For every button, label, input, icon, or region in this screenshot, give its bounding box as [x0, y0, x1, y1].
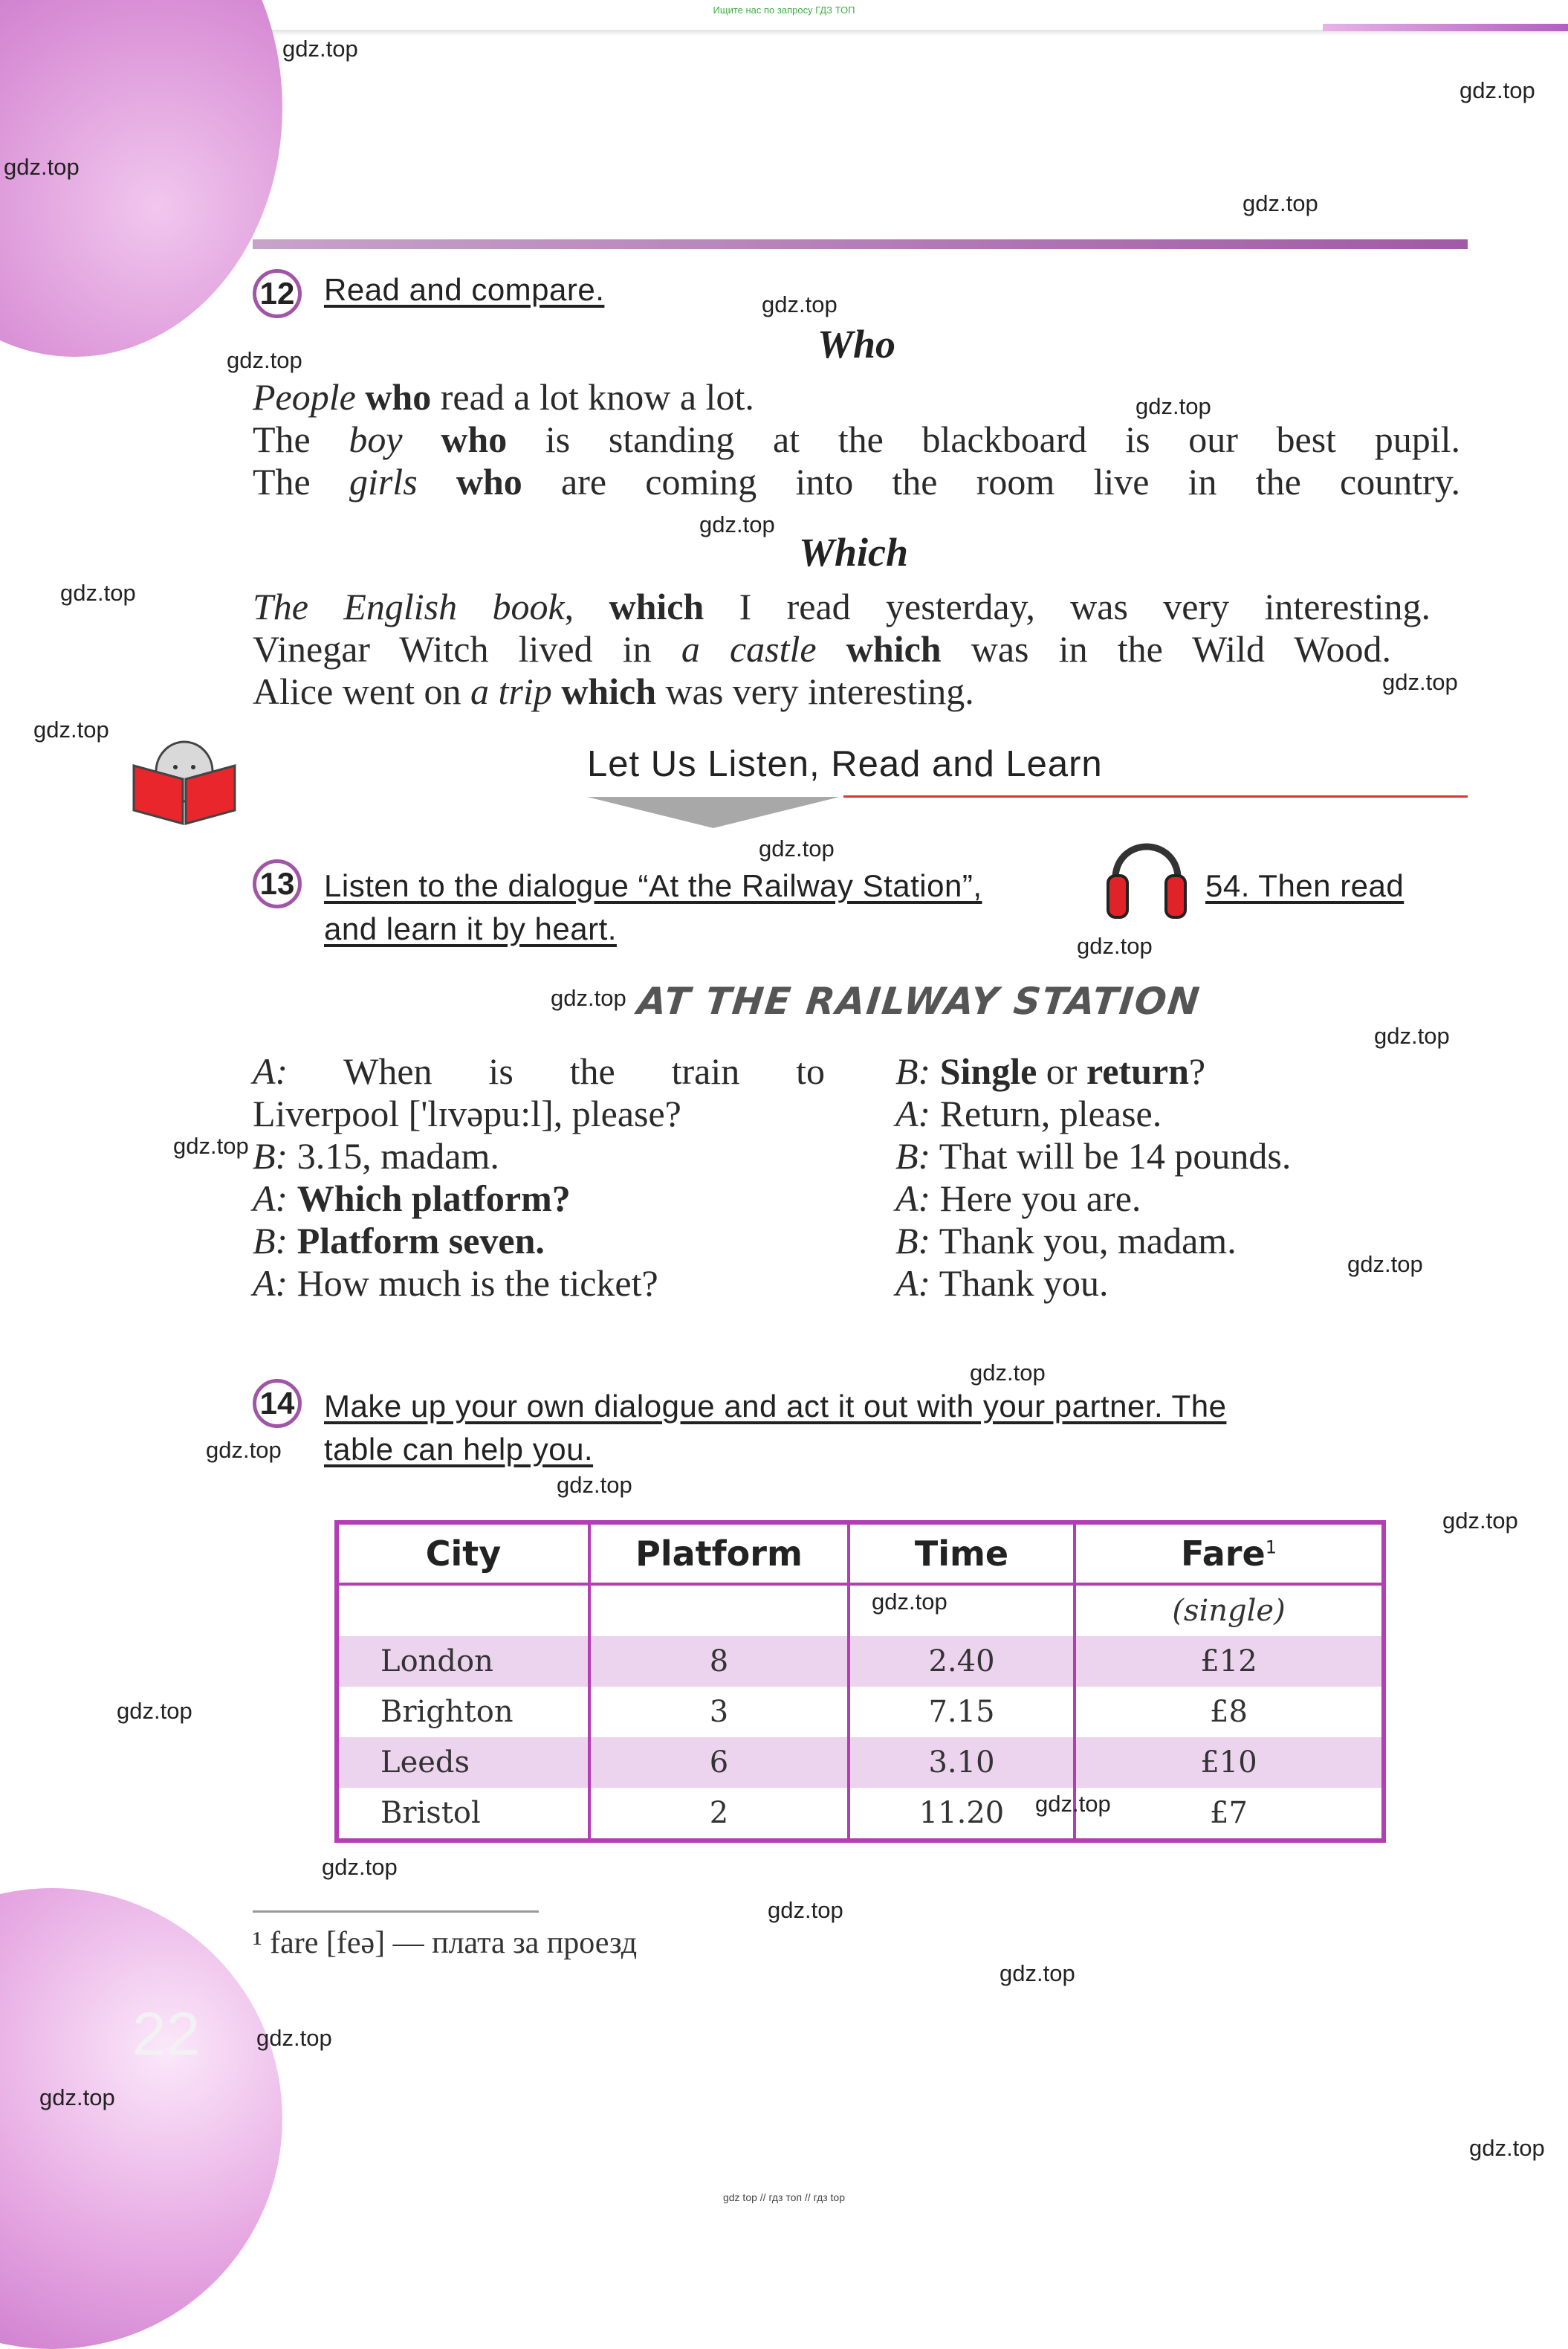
top-bar-text: Ищите нас по запросу ГДЗ ТОП: [713, 4, 855, 16]
exercise-14-instruction-line1: Make up your own dialogue and act it out with your partner. The: [324, 1389, 1227, 1424]
watermark: gdz.top: [39, 2084, 115, 2110]
fare-table: [334, 1520, 1386, 1843]
exercise-13-instruction-line2: and learn it by heart.: [324, 911, 617, 946]
footnote: ¹ fare [feə] — плата за проезд: [253, 1926, 638, 1960]
watermark: gdz.top: [117, 1698, 192, 1724]
text-run: A:: [895, 1093, 931, 1134]
watermark: gdz.top: [1382, 669, 1458, 695]
text-run: which: [561, 671, 657, 712]
text-run: B:: [253, 1220, 288, 1261]
watermark: gdz.top: [759, 836, 835, 862]
column-header-platform: Platform: [589, 1522, 849, 1584]
text-run: a castle: [681, 628, 817, 670]
text-run: Return, please.: [930, 1093, 1162, 1134]
watermark: gdz.top: [1469, 2135, 1545, 2161]
text-run: Vinegar Witch lived in: [253, 628, 681, 670]
text-run: read a lot know a lot.: [431, 376, 754, 418]
watermark: gdz.top: [970, 1360, 1046, 1386]
table-cell: 2: [589, 1788, 849, 1841]
text-run: ,: [564, 586, 609, 627]
text-run: The: [253, 461, 349, 503]
watermark: gdz.top: [206, 1437, 282, 1463]
page-number: 22: [132, 2000, 201, 2068]
text-run: The: [253, 419, 349, 460]
header-rule: [253, 239, 1468, 249]
table-row: [337, 1636, 1384, 1687]
who-examples: [253, 375, 1460, 503]
table-header-row: [337, 1522, 1384, 1584]
exercise-13-instruction-part2: 54. Then read: [1205, 868, 1405, 903]
text-run: return: [1086, 1050, 1189, 1092]
exercise-13-instruction-part1: Listen to the dialogue “At the Railway Station”,: [324, 868, 982, 903]
text-run: A:: [895, 1177, 931, 1219]
column-header-time: Time: [849, 1522, 1075, 1584]
watermark: gdz.top: [762, 291, 838, 317]
text-run: A:: [253, 1262, 288, 1304]
text-run: A:: [253, 1177, 288, 1219]
text-run: B:: [253, 1135, 288, 1177]
text-run: B:: [895, 1135, 931, 1177]
text-run: How much is the ticket?: [288, 1262, 658, 1304]
watermark: gdz.top: [1374, 1023, 1450, 1049]
watermark: gdz.top: [1035, 1791, 1111, 1817]
bottom-credit: gdz top // гдз топ // гдз top: [722, 2191, 846, 2203]
top-bar-accent: [1323, 24, 1568, 31]
text-run: [288, 1177, 297, 1219]
watermark: gdz.top: [551, 985, 626, 1011]
watermark: gdz.top: [322, 1854, 398, 1880]
text-run: B:: [895, 1220, 931, 1261]
text-run: [288, 1220, 297, 1261]
text-run: [930, 1050, 940, 1092]
table-cell: London: [337, 1636, 589, 1687]
text-run: [418, 461, 456, 503]
dialogue-line: [253, 1177, 825, 1219]
watermark: gdz.top: [768, 1897, 843, 1923]
dialogue-line: [895, 1177, 1445, 1219]
footnote-rule: [253, 1910, 539, 1913]
who-line-3: [253, 460, 1460, 503]
dialogue-line: [895, 1092, 1445, 1134]
section-rule: [843, 795, 1468, 798]
text-run: A:: [253, 1050, 288, 1092]
text-run: was very interesting.: [656, 671, 974, 712]
which-line-3: [253, 670, 1431, 712]
watermark: gdz.top: [1000, 1960, 1075, 1986]
text-run: a trip: [470, 671, 552, 712]
watermark: gdz.top: [173, 1133, 249, 1159]
reading-book-icon: [132, 736, 236, 833]
text-run: Thank you, madam.: [930, 1220, 1237, 1261]
table-cell: £7: [1075, 1788, 1384, 1841]
exercise-14-badge: 14: [253, 1379, 302, 1428]
text-run: which: [609, 586, 704, 627]
text-run: When is the train to: [288, 1050, 825, 1092]
watermark: gdz.top: [699, 511, 775, 537]
table-cell: 8: [589, 1636, 849, 1687]
exercise-13-badge: 13: [253, 859, 302, 908]
text-run: is standing at the blackboard is our best pupil.: [507, 419, 1461, 460]
text-run: B:: [895, 1050, 931, 1092]
which-line-2: [253, 627, 1391, 670]
which-heading: Which: [799, 530, 909, 575]
text-run: who: [365, 376, 432, 418]
watermark: gdz.top: [227, 347, 302, 373]
watermark: gdz.top: [1135, 393, 1211, 419]
exercise-14-instruction-line2: table can help you.: [324, 1432, 594, 1467]
table-cell: Bristol: [337, 1788, 589, 1841]
table-cell: 6: [589, 1737, 849, 1788]
headphones-icon[interactable]: [1105, 827, 1188, 924]
table-cell: 3: [589, 1687, 849, 1737]
fare-header-text: Fare: [1181, 1534, 1266, 1574]
text-run: was in the Wild Wood.: [941, 628, 1391, 670]
watermark: gdz.top: [1077, 933, 1153, 959]
text-run: I read yesterday, was very interesting.: [704, 586, 1431, 627]
table-cell: 11.20: [849, 1788, 1075, 1841]
table-subheader-row: [337, 1584, 1384, 1636]
text-run: Single: [939, 1050, 1037, 1092]
text-run: boy: [349, 419, 403, 460]
text-run: who: [456, 461, 522, 503]
watermark: gdz.top: [60, 580, 136, 606]
table-cell: £8: [1075, 1687, 1384, 1737]
watermark: gdz.top: [33, 717, 109, 743]
section-title: Let Us Listen, Read and Learn: [587, 744, 1103, 784]
column-header-city: City: [337, 1522, 589, 1584]
text-run: 3.15, madam.: [288, 1135, 499, 1177]
text-run: girls: [349, 461, 418, 503]
watermark: gdz.top: [557, 1472, 632, 1498]
table-cell: £10: [1075, 1737, 1384, 1788]
table-cell: 2.40: [849, 1636, 1075, 1687]
text-run: Liverpool ['lɪvəpu:l], please?: [253, 1093, 681, 1134]
text-run: Thank you.: [930, 1262, 1109, 1304]
watermark: gdz.top: [256, 2025, 332, 2051]
table-cell: 7.15: [849, 1687, 1075, 1737]
table-row: [337, 1788, 1384, 1841]
watermark: gdz.top: [1460, 77, 1535, 103]
column-header-fare: [1075, 1522, 1384, 1584]
dialogue-left-column: [253, 1050, 825, 1304]
who-line-1: [253, 375, 1460, 418]
dialogue-line: [895, 1050, 1445, 1092]
text-run: Which platform?: [297, 1177, 571, 1219]
corner-decoration-bottom: [0, 1888, 282, 2349]
watermark: gdz.top: [1442, 1508, 1518, 1534]
table-cell: Brighton: [337, 1687, 589, 1737]
text-run: or: [1037, 1050, 1086, 1092]
text-run: That will be 14 pounds.: [930, 1135, 1292, 1177]
text-run: [817, 628, 846, 670]
text-run: People: [253, 376, 356, 418]
watermark: gdz.top: [872, 1589, 947, 1615]
which-examples: [253, 585, 1431, 712]
watermark: gdz.top: [4, 154, 80, 180]
fare-note: (single): [1075, 1584, 1384, 1636]
text-run: are coming into the room live in the country.: [522, 461, 1461, 503]
table-cell: Leeds: [337, 1737, 589, 1788]
text-run: who: [441, 419, 508, 460]
dialogue-line: [253, 1092, 825, 1134]
table-cell: 3.10: [849, 1737, 1075, 1788]
dialogue-title: AT THE RAILWAY STATION: [635, 980, 1203, 1023]
table-row: [337, 1687, 1384, 1737]
who-heading: Who: [817, 322, 896, 366]
text-run: Here you are.: [930, 1177, 1141, 1219]
dialogue-line: [253, 1134, 825, 1177]
text-run: [403, 419, 441, 460]
text-run: which: [846, 628, 942, 670]
dialogue-line: [253, 1261, 825, 1304]
who-line-2: [253, 418, 1460, 460]
text-run: ?: [1188, 1050, 1206, 1092]
watermark: gdz.top: [1347, 1251, 1423, 1277]
table-row: [337, 1737, 1384, 1788]
fare-footnote-mark: 1: [1265, 1537, 1277, 1558]
section-arrow: [587, 797, 840, 828]
which-line-1: [253, 585, 1431, 627]
text-run: Platform seven.: [297, 1220, 545, 1261]
text-run: Alice went on: [253, 671, 470, 712]
text-run: [356, 376, 366, 418]
text-run: A:: [895, 1262, 931, 1304]
table-cell: £12: [1075, 1636, 1384, 1687]
watermark: gdz.top: [1243, 190, 1318, 216]
watermark: gdz.top: [282, 36, 358, 62]
exercise-12-badge: 12: [253, 269, 302, 318]
dialogue-line: [895, 1134, 1445, 1177]
text-run: [552, 671, 562, 712]
text-run: The English book: [253, 586, 565, 627]
exercise-12-instruction: Read and compare.: [324, 272, 605, 307]
dialogue-line: [253, 1219, 825, 1261]
dialogue-line: [253, 1050, 825, 1092]
